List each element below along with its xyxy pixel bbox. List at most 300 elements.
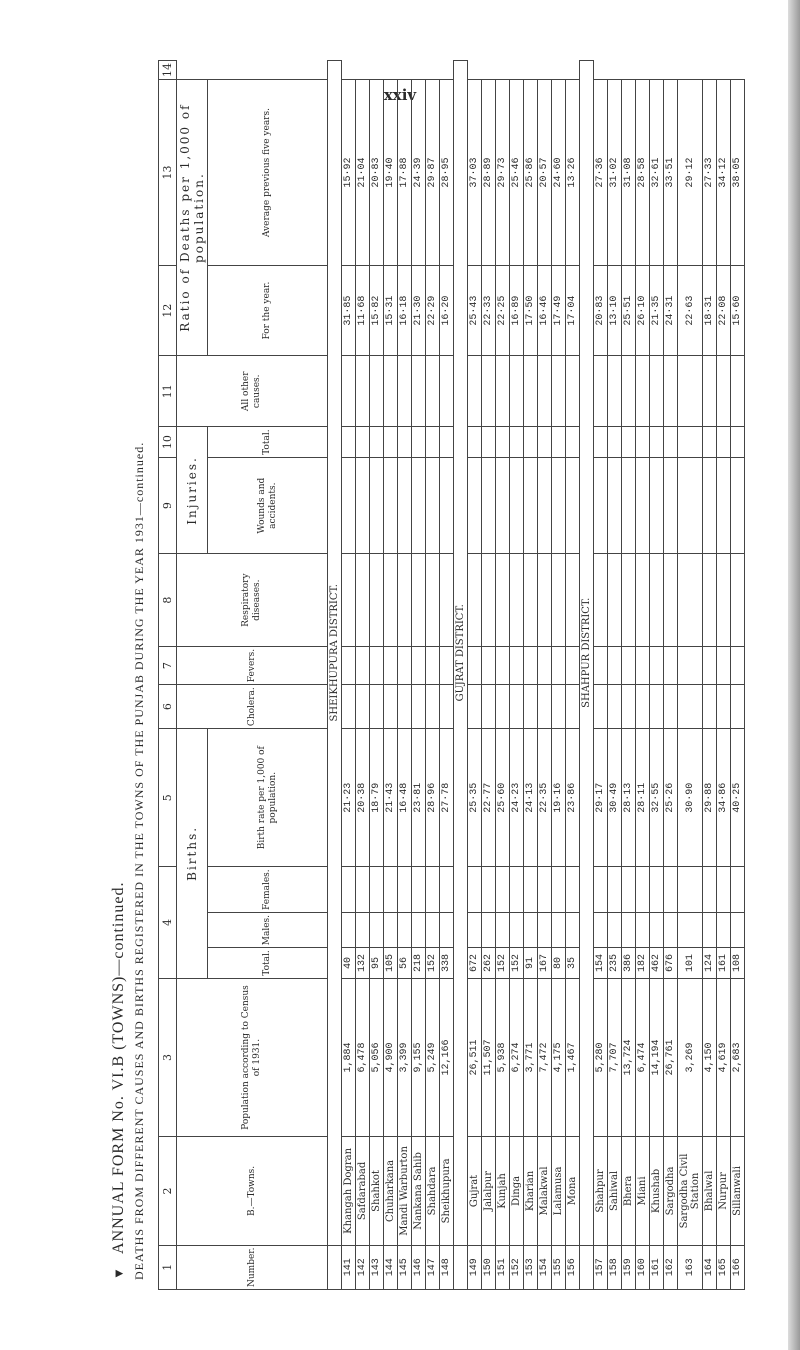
births-total-cell: 95 [370,948,384,978]
respiratory-cell [426,554,440,647]
col-number-7: 7 [159,646,177,684]
births-total-cell: 56 [398,948,412,978]
births-total-cell: 124 [703,948,717,978]
births-males-cell [703,913,717,948]
injuries-total-cell [717,427,731,457]
population-cell: 26,511 [468,978,482,1137]
ratio-previous-cell: 28·95 [440,80,454,266]
births-males-cell [731,913,745,948]
birth-rate-cell: 25·60 [496,729,510,867]
group-ratio: Ratio of Deaths per 1,000 of population. [177,80,208,356]
births-total-cell: 672 [468,948,482,978]
header-males: Males. [208,913,328,948]
row-number: 161 [650,1245,664,1289]
ratio-year-cell: 16·18 [398,266,412,356]
ratio-year-cell: 22·33 [482,266,496,356]
fevers-cell [731,646,745,684]
births-females-cell [524,867,538,913]
row-number: 141 [342,1245,356,1289]
town-name: Safdarabad [356,1137,370,1245]
ratio-previous-cell: 20·57 [538,80,552,266]
header-females: Females. [208,867,328,913]
ratio-previous-cell: 25·46 [510,80,524,266]
births-males-cell [398,913,412,948]
group-injuries: Injuries. [177,427,208,554]
births-males-cell [440,913,454,948]
ratio-previous-cell: 28·89 [482,80,496,266]
wounds-cell [650,457,664,554]
col-number-9: 9 [159,457,177,554]
row-number: 156 [566,1245,580,1289]
ratio-previous-cell: 33·51 [664,80,678,266]
header-fevers: Fevers. [177,646,328,684]
population-cell: 6,478 [356,978,370,1137]
wounds-cell [356,457,370,554]
respiratory-cell [703,554,717,647]
ratio-previous-cell: 25·86 [524,80,538,266]
respiratory-cell [384,554,398,647]
respiratory-cell [566,554,580,647]
town-name: Bhera [622,1137,636,1245]
births-total-cell: 40 [342,948,356,978]
col-number-12: 12 [159,266,177,356]
birth-rate-cell: 30·90 [678,729,703,867]
birth-rate-cell: 24·13 [524,729,538,867]
birth-rate-cell: 21·43 [384,729,398,867]
fevers-cell [664,646,678,684]
births-males-cell [636,913,650,948]
respiratory-cell [482,554,496,647]
respiratory-cell [622,554,636,647]
cholera-cell [496,685,510,729]
birth-rate-cell: 25·26 [664,729,678,867]
table-row [524,61,538,1290]
births-total-cell: 101 [678,948,703,978]
ratio-previous-cell: 24·60 [552,80,566,266]
wounds-cell [664,457,678,554]
header-population: Population according to Census of 1931. [177,978,328,1137]
cholera-cell [608,685,622,729]
district-blank-cell [328,1245,342,1289]
row-number: 144 [384,1245,398,1289]
ratio-previous-cell: 32·61 [650,80,664,266]
injuries-total-cell [510,427,524,457]
births-males-cell [412,913,426,948]
town-name: Sillanwali [731,1137,745,1245]
injuries-total-cell [664,427,678,457]
ratio-year-cell: 22·63 [678,266,703,356]
all-other-cell [412,356,426,427]
wounds-cell [342,457,356,554]
row-number: 147 [426,1245,440,1289]
district-blank-cell [454,1245,468,1289]
all-other-cell [440,356,454,427]
col-number-11: 11 [159,356,177,427]
births-total-cell: 152 [510,948,524,978]
cholera-cell [510,685,524,729]
all-other-cell [384,356,398,427]
cholera-cell [664,685,678,729]
births-total-cell: 132 [356,948,370,978]
ratio-year-cell: 22·29 [426,266,440,356]
population-cell: 5,056 [370,978,384,1137]
fevers-cell [482,646,496,684]
wounds-cell [717,457,731,554]
births-females-cell [356,867,370,913]
header-total-births: Total. [208,948,328,978]
births-males-cell [622,913,636,948]
all-other-cell [356,356,370,427]
population-cell: 3,771 [524,978,538,1137]
all-other-cell [370,356,384,427]
district-name: GUJRAT DISTRICT. [454,61,468,1246]
births-total-cell: 152 [496,948,510,978]
injuries-total-cell [552,427,566,457]
district-name: SHEIKHUPURA DISTRICT. [328,61,342,1246]
ratio-year-cell: 13·10 [608,266,622,356]
respiratory-cell [538,554,552,647]
respiratory-cell [524,554,538,647]
district-row [454,61,468,1290]
births-females-cell [510,867,524,913]
wounds-cell [524,457,538,554]
cholera-cell [566,685,580,729]
wounds-cell [412,457,426,554]
births-males-cell [717,913,731,948]
town-name: Gujrat [468,1137,482,1245]
table-row [703,61,717,1290]
births-females-cell [468,867,482,913]
table-row [566,61,580,1290]
wounds-cell [678,457,703,554]
injuries-total-cell [524,427,538,457]
population-cell: 11,507 [482,978,496,1137]
respiratory-cell [717,554,731,647]
births-total-cell: 80 [552,948,566,978]
fevers-cell [440,646,454,684]
wounds-cell [510,457,524,554]
town-name: Kunjah [496,1137,510,1245]
cholera-cell [384,685,398,729]
all-other-cell [608,356,622,427]
header-number: Number. [177,1245,328,1289]
cholera-cell [524,685,538,729]
group-births: Births. [177,729,208,979]
table-row [636,61,650,1290]
town-name: Bhalwal [703,1137,717,1245]
town-name: Sargodha Civil Station [678,1137,703,1245]
injuries-total-cell [398,427,412,457]
birth-rate-cell: 28·96 [426,729,440,867]
header-ratio-previous: Average previous five years. [208,80,328,266]
births-males-cell [384,913,398,948]
header-ratio-year: For the year. [208,266,328,356]
wounds-cell [731,457,745,554]
fevers-cell [717,646,731,684]
birth-rate-cell: 19·16 [552,729,566,867]
cholera-cell [538,685,552,729]
ratio-year-cell: 22·08 [717,266,731,356]
injuries-total-cell [731,427,745,457]
fevers-cell [510,646,524,684]
fevers-cell [566,646,580,684]
respiratory-cell [678,554,703,647]
rotated-content [110,60,790,1290]
birth-rate-cell: 30·49 [608,729,622,867]
births-males-cell [370,913,384,948]
all-other-cell [731,356,745,427]
all-other-cell [398,356,412,427]
respiratory-cell [594,554,608,647]
injuries-total-cell [496,427,510,457]
wounds-cell [608,457,622,554]
table-row [594,61,608,1290]
table-row [538,61,552,1290]
town-name: Chuharkana [384,1137,398,1245]
births-females-cell [650,867,664,913]
injuries-total-cell [482,427,496,457]
injuries-total-cell [538,427,552,457]
births-females-cell [482,867,496,913]
respiratory-cell [608,554,622,647]
cholera-cell [426,685,440,729]
cholera-cell [717,685,731,729]
ratio-year-cell: 25·51 [622,266,636,356]
respiratory-cell [342,554,356,647]
ratio-previous-cell: 29·73 [496,80,510,266]
town-name: Nurpur [717,1137,731,1245]
birth-rate-cell: 22·35 [538,729,552,867]
births-females-cell [370,867,384,913]
births-total-cell: 108 [731,948,745,978]
fevers-cell [538,646,552,684]
col-number-14: 14 [159,61,177,80]
cholera-cell [370,685,384,729]
births-females-cell [594,867,608,913]
births-females-cell [538,867,552,913]
row-number: 162 [664,1245,678,1289]
marker-icon: ▼ [111,1266,126,1280]
header-towns: B.—Towns. [177,1137,328,1245]
header-injuries-total: Total. [208,427,328,457]
fevers-cell [356,646,370,684]
ratio-year-cell: 21·35 [650,266,664,356]
ratio-year-cell: 15·82 [370,266,384,356]
header-cholera: Cholera. [177,685,328,729]
col-number-2: 2 [159,1137,177,1245]
birth-rate-cell: 40·25 [731,729,745,867]
all-other-cell [594,356,608,427]
ratio-year-cell: 17·49 [552,266,566,356]
injuries-total-cell [594,427,608,457]
respiratory-cell [412,554,426,647]
table-body [328,61,745,1290]
table-row [384,61,398,1290]
birth-rate-cell: 20·38 [356,729,370,867]
cholera-cell [731,685,745,729]
ratio-year-cell: 17·04 [566,266,580,356]
injuries-total-cell [636,427,650,457]
wounds-cell [440,457,454,554]
cholera-cell [622,685,636,729]
injuries-total-cell [412,427,426,457]
fevers-cell [496,646,510,684]
row-number: 158 [608,1245,622,1289]
population-cell: 1,467 [566,978,580,1137]
ratio-year-cell: 15·31 [384,266,398,356]
population-cell: 7,472 [538,978,552,1137]
deaths-births-table [158,60,745,1290]
wounds-cell [538,457,552,554]
row-number: 165 [717,1245,731,1289]
births-females-cell [664,867,678,913]
birth-rate-cell: 29·88 [703,729,717,867]
respiratory-cell [440,554,454,647]
birth-rate-cell: 18·79 [370,729,384,867]
injuries-total-cell [426,427,440,457]
cholera-cell [482,685,496,729]
district-row [328,61,342,1290]
wounds-cell [552,457,566,554]
population-cell: 12,166 [440,978,454,1137]
ratio-previous-cell: 31·08 [622,80,636,266]
injuries-total-cell [468,427,482,457]
town-name: Malakwal [538,1137,552,1245]
injuries-total-cell [342,427,356,457]
fevers-cell [370,646,384,684]
ratio-previous-cell: 21·04 [356,80,370,266]
ratio-year-cell: 16·20 [440,266,454,356]
town-name: Mandi Warburton [398,1137,412,1245]
wounds-cell [636,457,650,554]
birth-rate-cell: 21·23 [342,729,356,867]
ratio-year-cell: 31·85 [342,266,356,356]
wounds-cell [703,457,717,554]
ratio-year-cell: 16·89 [510,266,524,356]
respiratory-cell [510,554,524,647]
fevers-cell [622,646,636,684]
population-cell: 5,249 [426,978,440,1137]
all-other-cell [717,356,731,427]
births-females-cell [731,867,745,913]
respiratory-cell [664,554,678,647]
row-number: 164 [703,1245,717,1289]
row-number: 143 [370,1245,384,1289]
fevers-cell [552,646,566,684]
row-number: 152 [510,1245,524,1289]
table-row [678,61,703,1290]
respiratory-cell [398,554,412,647]
births-females-cell [426,867,440,913]
town-name: Miani [636,1137,650,1245]
header-wounds: Wounds and accidents. [208,457,328,554]
birth-rate-cell: 22·77 [482,729,496,867]
ratio-previous-cell: 19·40 [384,80,398,266]
ratio-year-cell: 24·31 [664,266,678,356]
fevers-cell [426,646,440,684]
ratio-previous-cell: 38·05 [731,80,745,266]
table-row [370,61,384,1290]
births-total-cell: 386 [622,948,636,978]
fevers-cell [636,646,650,684]
births-females-cell [398,867,412,913]
form-subtitle: DEATHS FROM DIFFERENT CAUSES AND BIRTHS REGISTERED IN THE TOWNS OF THE PUNJAB DURING THE YEAR 1931—continued. [132,441,146,1280]
ratio-previous-cell: 29·87 [426,80,440,266]
wounds-cell [468,457,482,554]
wounds-cell [426,457,440,554]
ratio-year-cell: 18·31 [703,266,717,356]
fevers-cell [678,646,703,684]
births-males-cell [482,913,496,948]
town-name: Nankana Sahib [412,1137,426,1245]
all-other-cell [636,356,650,427]
births-total-cell: 105 [384,948,398,978]
births-females-cell [552,867,566,913]
district-row [580,61,594,1290]
all-other-cell [552,356,566,427]
header-respiratory: Respiratory diseases. [177,554,328,647]
births-total-cell: 218 [412,948,426,978]
wounds-cell [622,457,636,554]
cholera-cell [440,685,454,729]
population-cell: 6,474 [636,978,650,1137]
ratio-previous-cell: 20·83 [370,80,384,266]
births-females-cell [678,867,703,913]
population-cell: 4,175 [552,978,566,1137]
birth-rate-cell: 28·11 [636,729,650,867]
births-total-cell: 167 [538,948,552,978]
fevers-cell [608,646,622,684]
births-females-cell [342,867,356,913]
population-cell: 5,280 [594,978,608,1137]
ratio-year-cell: 20·83 [594,266,608,356]
births-total-cell: 182 [636,948,650,978]
ratio-previous-cell: 27·36 [594,80,608,266]
births-total-cell: 35 [566,948,580,978]
births-total-cell: 262 [482,948,496,978]
col-number-6: 6 [159,685,177,729]
row-number: 142 [356,1245,370,1289]
row-number: 155 [552,1245,566,1289]
table-row [398,61,412,1290]
table-row [412,61,426,1290]
ratio-previous-cell: 17·88 [398,80,412,266]
ratio-year-cell: 22·25 [496,266,510,356]
births-total-cell: 161 [717,948,731,978]
birth-rate-cell: 34·86 [717,729,731,867]
population-cell: 4,619 [717,978,731,1137]
injuries-total-cell [566,427,580,457]
header-all-other: All other causes. [177,356,328,427]
all-other-cell [510,356,524,427]
birth-rate-cell: 32·55 [650,729,664,867]
wounds-cell [370,457,384,554]
row-number: 150 [482,1245,496,1289]
births-males-cell [678,913,703,948]
column-number-row [159,61,177,1290]
births-females-cell [566,867,580,913]
row-number: 148 [440,1245,454,1289]
births-males-cell [594,913,608,948]
all-other-cell [566,356,580,427]
col-number-13: 13 [159,80,177,266]
town-name: Jalalpur [482,1137,496,1245]
respiratory-cell [370,554,384,647]
town-name: Khangah Dogran [342,1137,356,1245]
births-males-cell [510,913,524,948]
row-number: 151 [496,1245,510,1289]
ratio-year-cell: 17·50 [524,266,538,356]
